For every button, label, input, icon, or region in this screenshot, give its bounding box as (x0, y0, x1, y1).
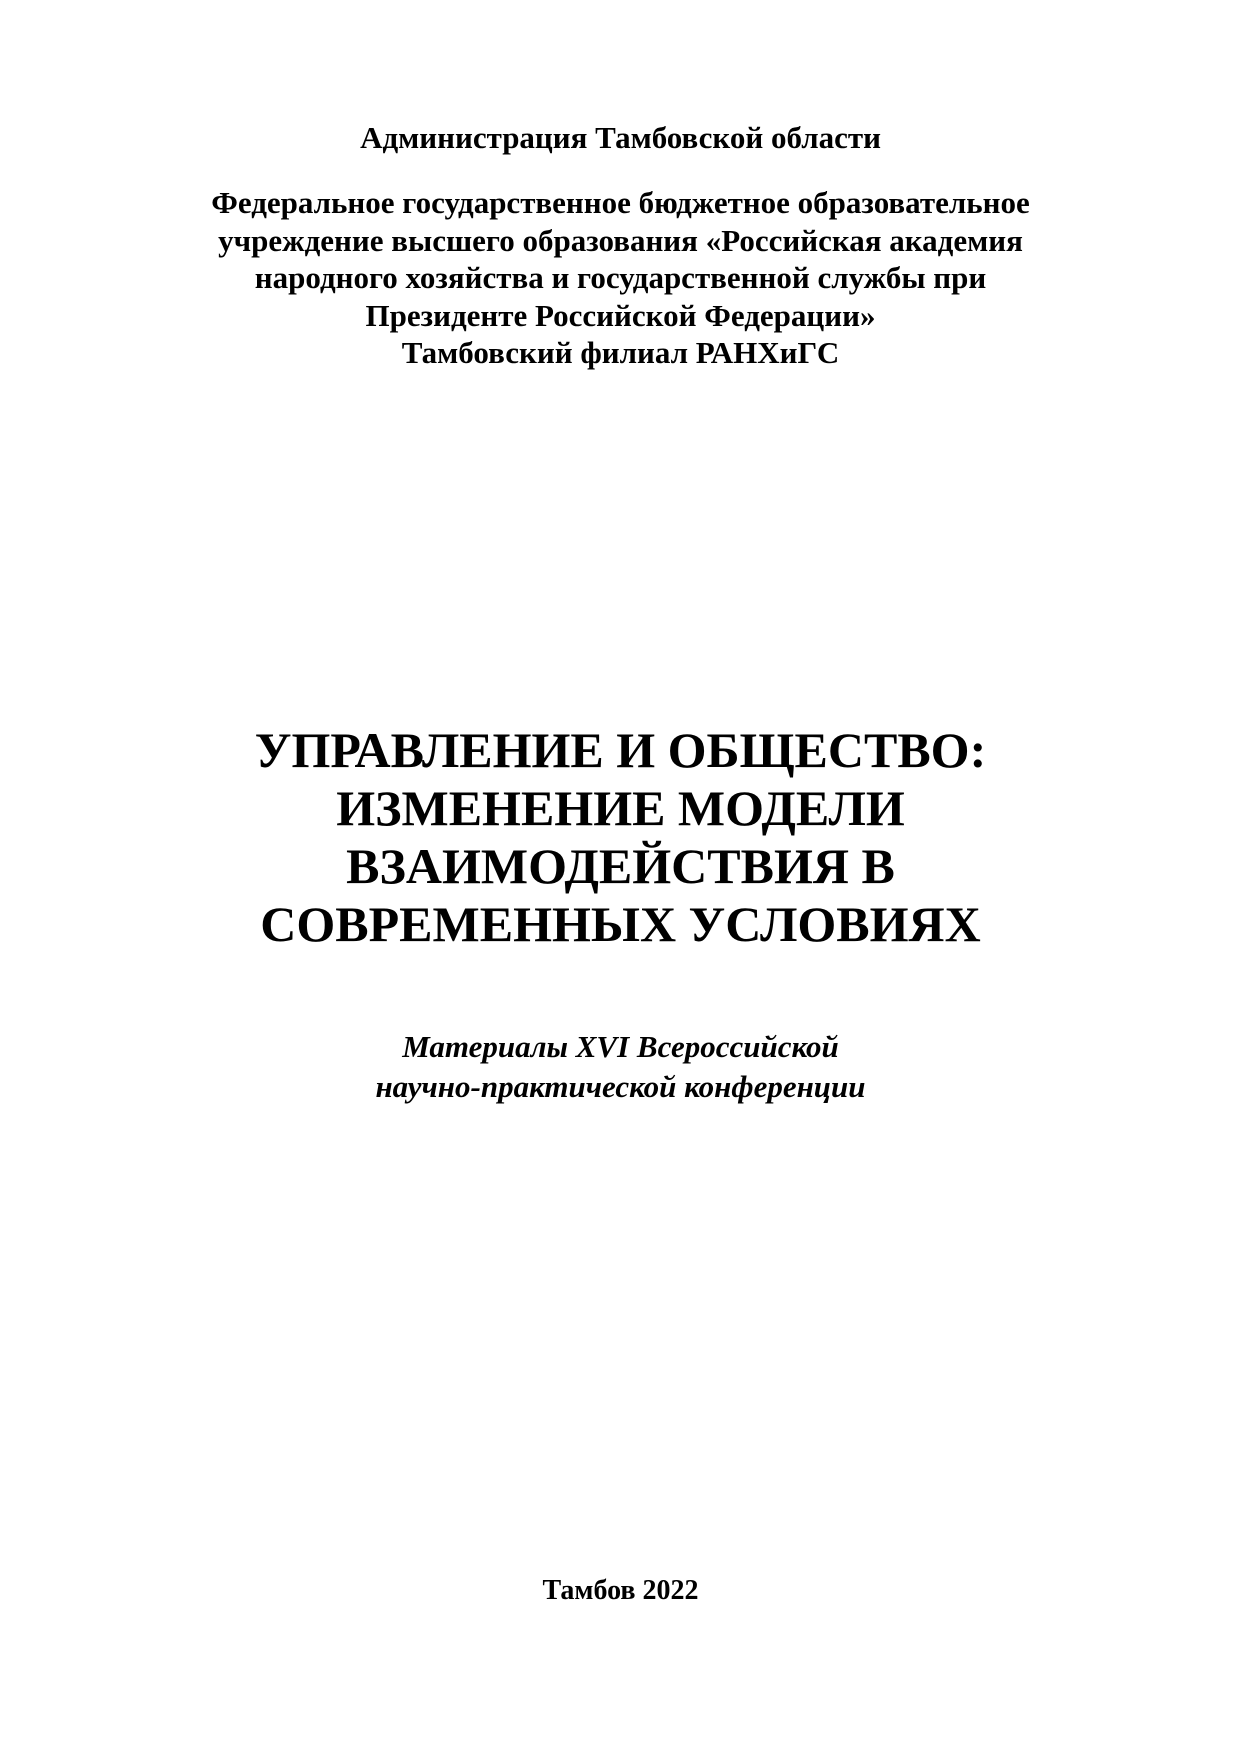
title-line: СОВРЕМЕННЫХ УСЛОВИЯХ (260, 896, 981, 952)
institution-line: Федеральное государственное бюджетное образовательное (211, 185, 1030, 220)
title-line: ИЗМЕНЕНИЕ МОДЕЛИ (336, 780, 905, 836)
title-line: ВЗАИМОДЕЙСТВИЯ В (346, 838, 895, 894)
title-line: УПРАВЛЕНИЕ И ОБЩЕСТВО: (254, 722, 987, 778)
institution-block (0, 184, 1241, 372)
document-subtitle (0, 1027, 1241, 1107)
document-title (0, 721, 1241, 953)
institution-line: Президенте Российской Федерации» (365, 297, 876, 333)
branch-name: Тамбовский филиал РАНХиГС (401, 335, 840, 370)
institution-line: учреждение высшего образования «Российская академия (218, 222, 1023, 258)
institution-line: народного хозяйства и государственной службы при (254, 260, 987, 295)
place-and-year: Тамбов 2022 (542, 1575, 699, 1606)
subtitle-line: Материалы XVI Всероссийской (402, 1029, 839, 1064)
subtitle-line: научно-практической конференции (375, 1069, 866, 1104)
administration-heading: Администрация Тамбовской области (360, 120, 881, 155)
